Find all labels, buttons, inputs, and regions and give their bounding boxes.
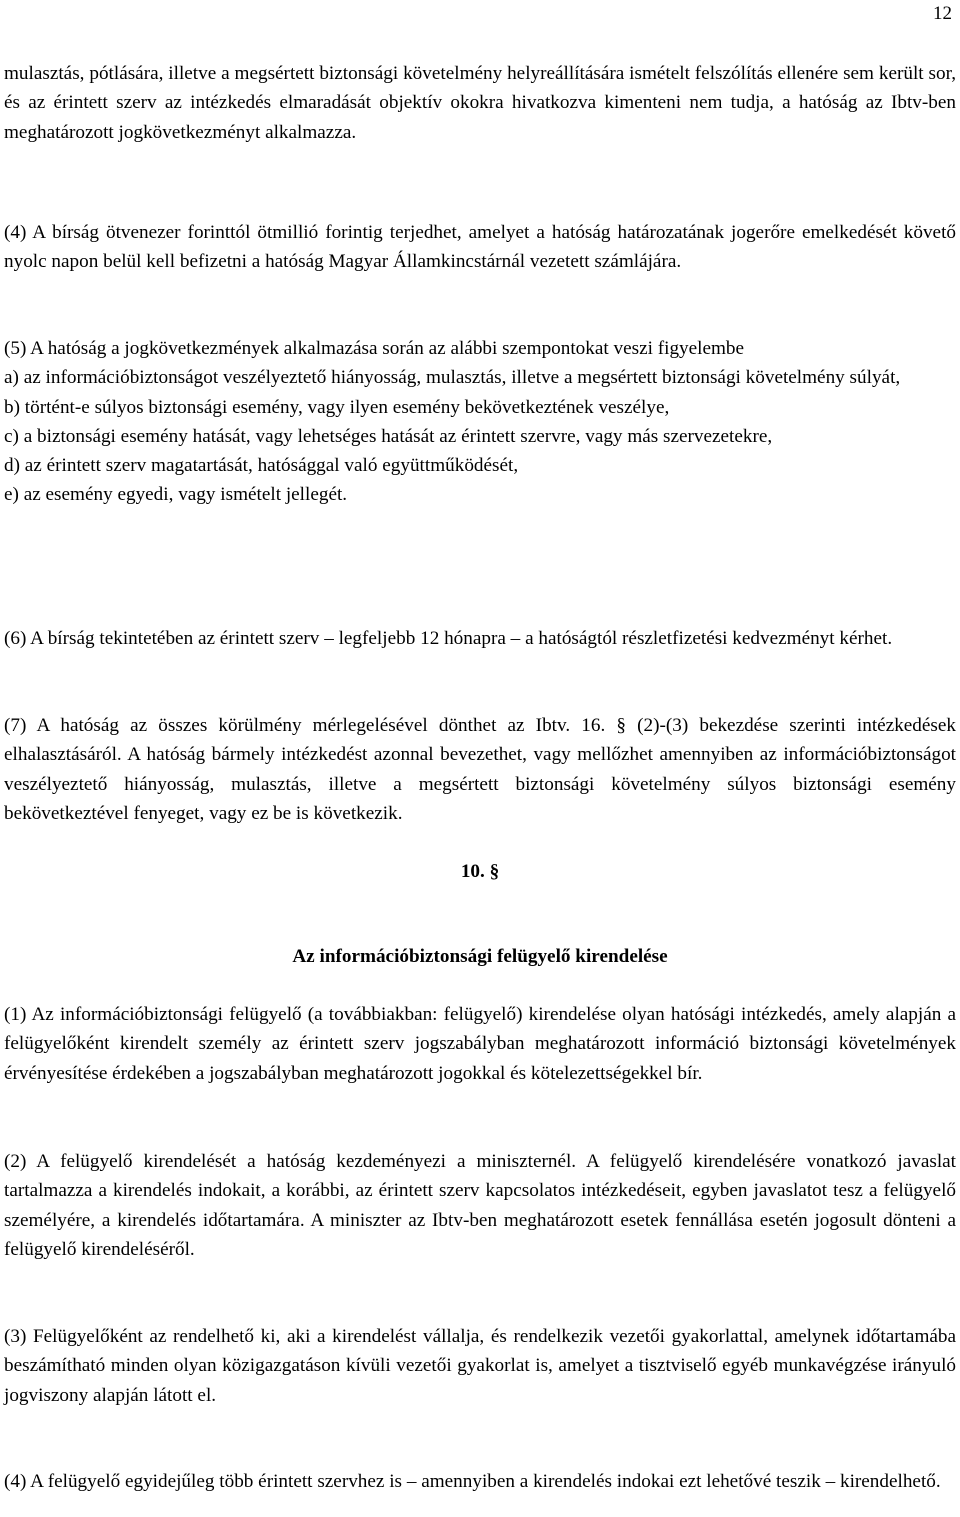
section-title: Az információbiztonsági felügyelő kirendelése bbox=[292, 946, 668, 967]
paragraph-text: mulasztás, pótlására, illetve a megsértett biztonsági követelmény helyreállítására ismételt felszólítás ellenére sem került sor, és az érintett szerv az intézkedés elmaradását objektív okokra hivatkozva kimenteni nem tudja, a hatóság az Ibtv-ben meghatározott jogkövetkezményt alkalmazza. bbox=[4, 63, 956, 143]
section-paragraph-2 bbox=[4, 1147, 956, 1264]
paragraph-6 bbox=[4, 624, 956, 653]
section-paragraph-3 bbox=[4, 1322, 956, 1410]
list-item-e: e) az esemény egyedi, vagy ismételt jellegét. bbox=[4, 484, 348, 506]
paragraph-text: (1) Az információbiztonsági felügyelő (a továbbiakban: felügyelő) kirendelése olyan hatósági intézkedés, amely alapján a felügyelőként kirendelt személy az érintett szerv jogszabályban meghatározott információ biztonsági követelmények érvényesítése érdekében a jogszabályban meghatározott jogokkal és kötelezettségekkel bír. bbox=[4, 1004, 956, 1084]
paragraph-5 bbox=[4, 334, 956, 510]
paragraph-continuation bbox=[4, 59, 956, 147]
section-number: 10. § bbox=[460, 861, 500, 882]
section-paragraph-1 bbox=[4, 1000, 956, 1088]
paragraph-7 bbox=[4, 711, 956, 828]
paragraph-text: (2) A felügyelő kirendelését a hatóság kezdeményezi a miniszternél. A felügyelő kirendelésére vonatkozó javaslat tartalmazza a kirendelés indokait, a korábbi, az érintett szerv kapcsolatos intézkedéseit, egyben javaslatot tesz a felügyelő személyére, a kirendelés időtartamára. A miniszter az Ibtv-ben meghatározott esetek fennállása esetén jogosult dönteni a felügyelő kirendeléséről. bbox=[4, 1151, 956, 1260]
list-item-b: b) történt-e súlyos biztonsági esemény, vagy ilyen esemény bekövetkeztének veszélye, bbox=[4, 396, 670, 418]
paragraph-4 bbox=[4, 218, 956, 277]
section-paragraph-4 bbox=[4, 1467, 956, 1496]
paragraph-text: (6) A bírság tekintetében az érintett szerv – legfeljebb 12 hónapra – a hatóságtól részletfizetési kedvezményt kérhet. bbox=[4, 628, 893, 649]
paragraph-text: (3) Felügyelőként az rendelhető ki, aki a kirendelést vállalja, és rendelkezik vezetői gyakorlattal, amelynek időtartamába beszámítható minden olyan közigazgatáson kívüli vezetői gyakorlat is, amelyet a tisztviselő egyéb munkavégzése irányuló jogviszony alapján látott el. bbox=[4, 1326, 956, 1406]
paragraph-5-intro: (5) A hatóság a jogkövetkezmények alkalmazása során az alábbi szempontokat veszi figyelembe bbox=[4, 338, 745, 359]
list-item-d: d) az érintett szerv magatartását, hatósággal való együttműködését, bbox=[4, 455, 519, 477]
paragraph-text: (7) A hatóság az összes körülmény mérlegelésével dönthet az Ibtv. 16. § (2)-(3) bekezdése szerinti intézkedések elhalasztásáról. A hatóság bármely intézkedést azonnal bevezethet, vagy mellőzhet amennyiben az információbiztonságot veszélyeztető hiányosság, mulasztás, illetve a megsértett biztonsági követelmény súlyos biztonsági esemény bekövetkeztével fenyeget, vagy ez be is következik. bbox=[4, 715, 956, 824]
page-number: 12 bbox=[933, 3, 952, 24]
paragraph-text: (4) A bírság ötvenezer forinttól ötmillió forintig terjedhet, amelyet a hatóság határozatának jogerőre emelkedését követő nyolc napon belül kell befizetni a hatóság Magyar Államkincstárnál vezetett számlájára. bbox=[4, 222, 956, 273]
paragraph-text: (4) A felügyelő egyidejűleg több érintett szervhez is – amennyiben a kirendelés indokai ezt lehetővé teszik – kirendelhető. bbox=[4, 1471, 941, 1492]
list-item-a: a) az információbiztonságot veszélyeztető hiányosság, mulasztás, illetve a megsértett biztonsági követelmény súlyát, bbox=[4, 367, 901, 389]
list-item-c: c) a biztonsági esemény hatását, vagy lehetséges hatását az érintett szervre, vagy más szervezetekre, bbox=[4, 425, 773, 447]
